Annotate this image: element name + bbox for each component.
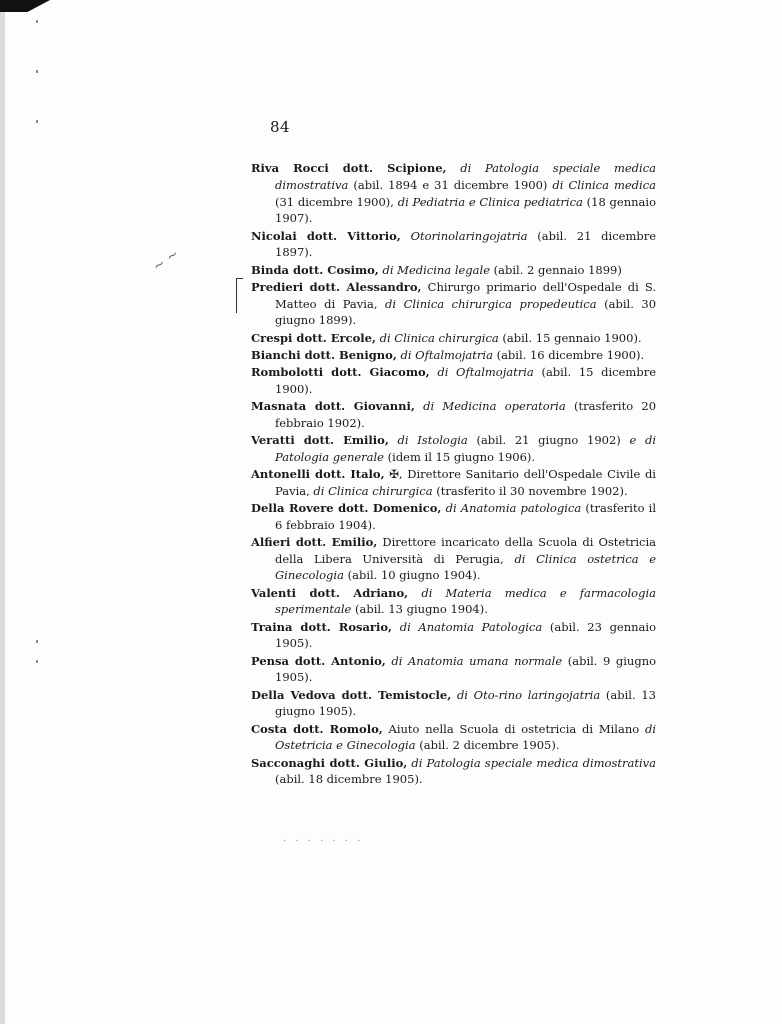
handwritten-mark bbox=[236, 278, 243, 313]
entry-field: di Medicina operatoria bbox=[423, 398, 566, 413]
entry-field: di Ostetricia e Ginecologia bbox=[275, 721, 656, 753]
scan-speck bbox=[36, 660, 38, 663]
entry-field: di Anatomia patologica bbox=[445, 500, 582, 515]
entry-name: Nicolai dott. Vittorio, bbox=[251, 228, 401, 243]
entry bbox=[251, 619, 656, 653]
entry-details: (idem il 15 giugno 1906). bbox=[387, 449, 536, 464]
entry bbox=[251, 160, 656, 227]
entry bbox=[251, 330, 656, 347]
faded-line: . . . . . . . bbox=[283, 833, 364, 844]
entry-field: Otorinolaringojatria bbox=[410, 228, 528, 243]
entry-pre: Direttore incaricato della Scuola di Ostetricia della Libera Università di Perugia, bbox=[275, 534, 657, 566]
entry bbox=[251, 687, 656, 721]
entry-name: Antonelli dott. Italo, bbox=[251, 466, 385, 481]
scan-corner-mark bbox=[0, 0, 50, 12]
entry-name: Predieri dott. Alessandro, bbox=[251, 279, 422, 294]
entry-details: (abil. 21 giugno 1902) bbox=[476, 432, 621, 447]
entry-name: Alfieri dott. Emilio, bbox=[251, 534, 378, 549]
entry-details: (abil. 21 dicembre 1897). bbox=[275, 228, 657, 260]
entry bbox=[251, 653, 656, 687]
entry-details: (abil. 1894 e 31 dicembre 1900) bbox=[353, 177, 548, 192]
entry-field: di Oftalmojatria bbox=[437, 364, 534, 379]
entry-name: Binda dott. Cosimo, bbox=[251, 262, 379, 277]
entry-name: Rombolotti dott. Giacomo, bbox=[251, 364, 430, 379]
entry-field: di Clinica chirurgica bbox=[313, 483, 433, 498]
entry bbox=[251, 262, 656, 279]
entry-field: di Medicina legale bbox=[382, 262, 491, 277]
entry-details: (trasferito il 6 febbraio 1904). bbox=[275, 500, 657, 532]
entry-pre: Chirurgo primario dell'Ospedale di S. Matteo di Pavia, bbox=[275, 279, 657, 311]
entries-list bbox=[251, 160, 656, 789]
entry bbox=[251, 398, 656, 432]
entry-field: di Clinica chirurgica propedeutica bbox=[385, 296, 597, 311]
entry-name: Traina dott. Rosario, bbox=[251, 619, 393, 634]
entry-field: di Anatomia umana normale bbox=[391, 653, 563, 668]
scan-edge bbox=[0, 0, 5, 1024]
entry-name: Veratti dott. Emilio, bbox=[251, 432, 389, 447]
entry-field: di Oto-rino laringojatria bbox=[456, 687, 601, 702]
scan-speck bbox=[36, 640, 38, 643]
entry-details: (abil. 15 dicembre 1900). bbox=[275, 364, 657, 396]
entry bbox=[251, 228, 656, 262]
entry-field: di Anatomia Patologica bbox=[399, 619, 543, 634]
entry-details: (abil. 16 dicembre 1900). bbox=[496, 347, 645, 362]
entry bbox=[251, 364, 656, 398]
entry-details: (31 dicembre 1900), bbox=[275, 194, 394, 209]
scan-speck bbox=[36, 70, 38, 73]
entry-field: di Clinica chirurgica bbox=[379, 330, 499, 345]
entry-field: di Oftalmojatria bbox=[400, 347, 493, 362]
handwritten-note: ~ ~ bbox=[150, 245, 183, 276]
entry-name: Crespi dott. Ercole, bbox=[251, 330, 376, 345]
entry bbox=[251, 755, 656, 789]
entry-pre: ✠, Direttore Sanitario dell'Ospedale Civile di Pavia, bbox=[275, 466, 656, 498]
entry-details: (abil. 2 dicembre 1905). bbox=[419, 738, 560, 753]
entry-name: Sacconaghi dott. Giulio, bbox=[251, 755, 408, 770]
entry-name: Riva Rocci dott. Scipione, bbox=[251, 161, 447, 175]
entry-field: di Patologia speciale medica dimostrativa bbox=[275, 161, 656, 192]
entry-name: Costa dott. Romolo, bbox=[251, 721, 383, 736]
page-number: 84 bbox=[270, 118, 291, 136]
entry bbox=[251, 347, 656, 364]
entry-name: Pensa dott. Antonio, bbox=[251, 653, 386, 668]
entry bbox=[251, 500, 656, 534]
entry-field: di Patologia speciale medica dimostrativa bbox=[411, 755, 656, 770]
entry-details: (abil. 15 gennaio 1900). bbox=[502, 330, 642, 345]
entry-details: (18 gennaio 1907). bbox=[275, 194, 656, 226]
entry bbox=[251, 585, 656, 619]
entry-field: di Clinica ostetrica e Ginecologia bbox=[275, 551, 656, 583]
entry-details: (abil. 10 giugno 1904). bbox=[347, 568, 481, 583]
entry-details: (abil. 30 giugno 1899). bbox=[275, 296, 657, 328]
entry-field: di Pediatria e Clinica pediatrica bbox=[397, 194, 583, 209]
entry-details: (abil. 13 giugno 1905). bbox=[275, 687, 656, 719]
entry-field: di Clinica medica bbox=[552, 177, 657, 192]
entry bbox=[251, 466, 656, 500]
scan-speck bbox=[36, 20, 38, 23]
entry-name: Della Vedova dott. Temistocle, bbox=[251, 687, 452, 702]
entry-details: (trasferito il 30 novembre 1902). bbox=[436, 483, 628, 498]
entry bbox=[251, 534, 656, 584]
entry-name: Bianchi dott. Benigno, bbox=[251, 347, 397, 362]
entry-pre: Aiuto nella Scuola di ostetricia di Milano bbox=[388, 721, 640, 736]
entry-details: (abil. 2 gennaio 1899) bbox=[493, 262, 622, 277]
entry-details: (abil. 23 gennaio 1905). bbox=[275, 619, 657, 651]
entry-field: di Istologia bbox=[397, 432, 468, 447]
entry-details: (abil. 9 giugno 1905). bbox=[275, 653, 657, 685]
entry bbox=[251, 279, 656, 329]
entry-name: Della Rovere dott. Domenico, bbox=[251, 500, 442, 515]
entry-name: Valenti dott. Adriano, bbox=[251, 585, 409, 600]
entry-details: (trasferito 20 febbraio 1902). bbox=[275, 398, 657, 430]
entry-details: (abil. 18 dicembre 1905). bbox=[275, 772, 423, 787]
entry-details: (abil. 13 giugno 1904). bbox=[354, 602, 488, 617]
entry-name: Masnata dott. Giovanni, bbox=[251, 398, 415, 413]
entry bbox=[251, 432, 656, 466]
scan-speck bbox=[36, 120, 38, 123]
entry-field: di Materia medica e farmacologia sperimentale bbox=[275, 585, 657, 617]
entry bbox=[251, 721, 656, 755]
entry-field: e di Patologia generale bbox=[275, 432, 657, 464]
